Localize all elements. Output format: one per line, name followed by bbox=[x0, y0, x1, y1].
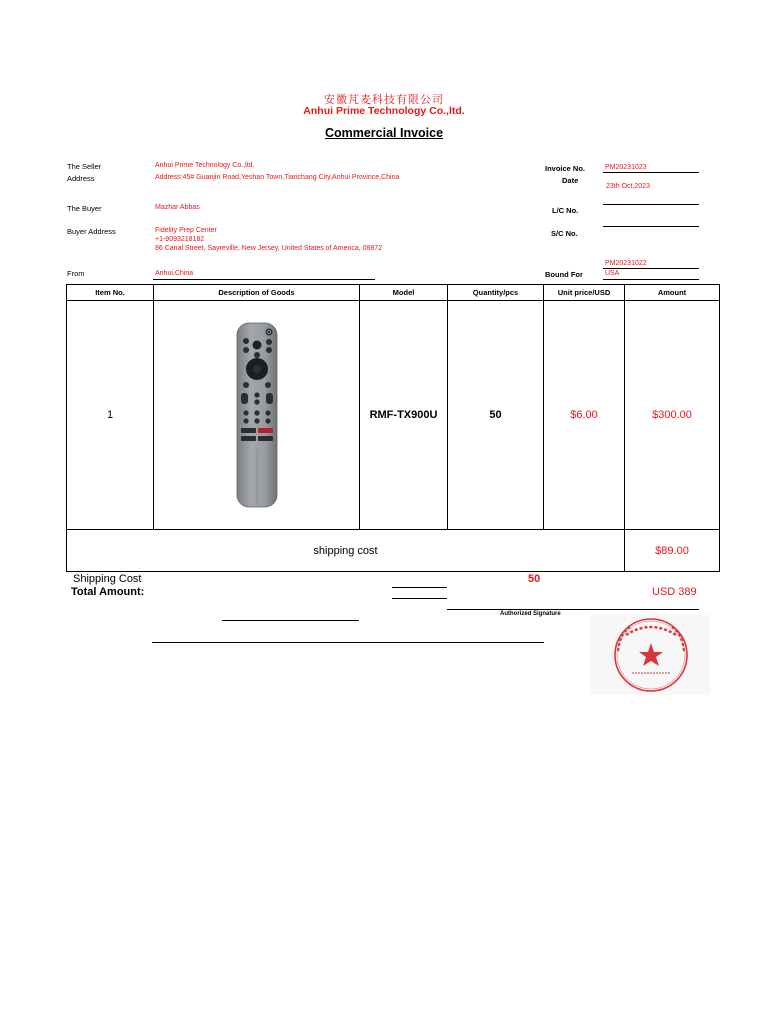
header-description: Description of Goods bbox=[154, 285, 360, 301]
table-row bbox=[67, 301, 720, 530]
from-label: From bbox=[67, 269, 85, 278]
buyer-address-line3: 86 Canal Street, Sayreville, New Jersey, United States of America, 08872 bbox=[155, 245, 383, 252]
cell-description bbox=[154, 301, 360, 530]
seller-address: Address:45# Guanjin Road,Yeshan Town,Tianchang City,Anhui Province,China bbox=[155, 174, 400, 181]
remote-control-image bbox=[217, 319, 297, 511]
date-value: 23th Oct,2023 bbox=[606, 183, 650, 190]
shipping-cost-total-value: 50 bbox=[528, 573, 541, 585]
invoice-no-label: Invoice No. bbox=[545, 164, 586, 173]
bound-for-value: USA bbox=[605, 270, 620, 277]
buyer-label: The Buyer bbox=[67, 204, 102, 213]
lc-no-underline bbox=[603, 226, 699, 227]
total-line-1 bbox=[392, 587, 447, 588]
shipping-cost-total-label: Shipping Cost bbox=[73, 573, 142, 585]
from-value: Anhui,China bbox=[155, 270, 194, 277]
lc-no-label: L/C No. bbox=[552, 206, 579, 215]
date-underline bbox=[603, 204, 699, 205]
table-header-row bbox=[67, 285, 720, 301]
cell-quantity: 50 bbox=[448, 301, 544, 530]
bound-ref-value: PM20231022 bbox=[605, 260, 647, 267]
from-underline bbox=[153, 279, 375, 280]
blank-line-short bbox=[222, 620, 359, 621]
buyer-address-line2: +1-9093218182 bbox=[155, 236, 205, 243]
blank-line-long bbox=[152, 642, 544, 643]
header-item-no: Item No. bbox=[67, 285, 154, 301]
total-line-2 bbox=[392, 598, 447, 599]
header-model: Model bbox=[360, 285, 448, 301]
buyer-address-line1: Fidelity Prep Center bbox=[155, 227, 217, 234]
invoice-no-value: PM20231023 bbox=[605, 164, 647, 171]
seller-address-label: Address bbox=[67, 174, 95, 183]
cell-item-no: 1 bbox=[67, 301, 154, 530]
shipping-cost-amount: $89.00 bbox=[625, 530, 720, 572]
bound-for-underline bbox=[603, 279, 699, 280]
cell-unit-price: $6.00 bbox=[544, 301, 625, 530]
total-amount-label: Total Amount: bbox=[71, 586, 145, 598]
invoice-no-underline bbox=[603, 172, 699, 173]
signature-label: Authorized Signature bbox=[500, 611, 561, 617]
buyer-name: Mazhar Abbas bbox=[155, 204, 200, 211]
document-title: Commercial Invoice bbox=[324, 126, 444, 140]
seller-name: Anhui Prime Technology Co.,ltd. bbox=[155, 162, 255, 169]
header-amount: Amount bbox=[625, 285, 720, 301]
items-table bbox=[66, 284, 720, 572]
cell-amount: $300.00 bbox=[625, 301, 720, 530]
company-name-english: Anhui Prime Technology Co.,ltd. bbox=[303, 105, 465, 117]
shipping-row bbox=[67, 530, 720, 572]
cell-model: RMF-TX900U bbox=[360, 301, 448, 530]
stamp-area bbox=[590, 615, 710, 695]
company-seal-icon bbox=[590, 615, 710, 695]
header-quantity: Quantity/pcs bbox=[448, 285, 544, 301]
header-unit-price: Unit price/USD bbox=[544, 285, 625, 301]
company-name-chinese: 安徽芃麦科技有限公司 bbox=[324, 93, 444, 106]
total-amount-value: USD 389 bbox=[652, 586, 697, 598]
seller-label: The Seller bbox=[67, 162, 102, 171]
date-label: Date bbox=[562, 176, 579, 185]
shipping-cost-label: shipping cost bbox=[67, 530, 625, 572]
buyer-address-label: Buyer Address bbox=[67, 227, 116, 236]
signature-line bbox=[447, 609, 699, 610]
bound-for-label: Bound For bbox=[545, 270, 583, 279]
sc-no-label: S/C No. bbox=[551, 229, 578, 238]
